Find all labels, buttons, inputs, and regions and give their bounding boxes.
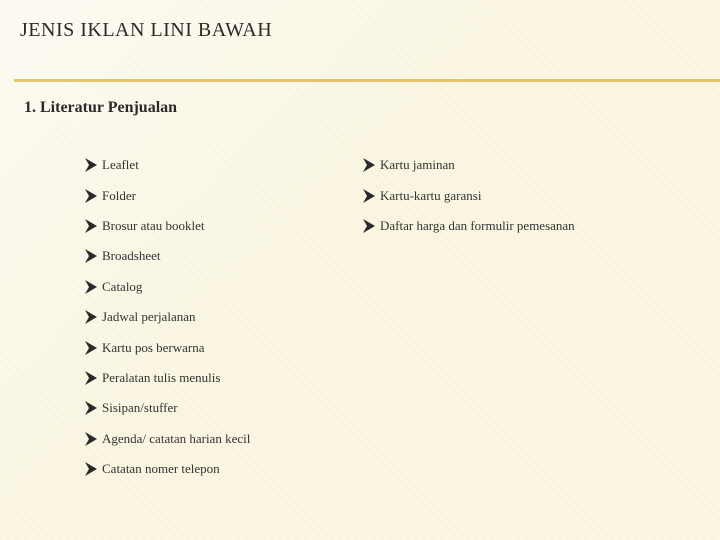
arrow-bullet-icon [84, 309, 98, 325]
list-item-label: Folder [102, 187, 136, 203]
arrow-bullet-icon [84, 218, 98, 234]
list-item-label: Agenda/ catatan harian kecil [102, 430, 251, 446]
list-item-label: Peralatan tulis menulis [102, 369, 221, 385]
list-item [84, 241, 250, 271]
arrow-bullet-icon [84, 400, 98, 416]
list-item-label: Catalog [102, 278, 143, 294]
list-item [84, 424, 250, 454]
arrow-bullet-icon [84, 248, 98, 264]
list-item-label: Kartu jaminan [380, 157, 455, 173]
list-item [84, 454, 250, 484]
list-item [84, 302, 250, 332]
arrow-bullet-icon [84, 188, 98, 204]
list-item [84, 180, 250, 210]
list-item [84, 393, 250, 423]
slide-title: JENIS IKLAN LINI BAWAH [20, 19, 273, 41]
list-item-label: Kartu pos berwarna [102, 339, 205, 355]
list-item [84, 332, 250, 362]
list-item [84, 150, 250, 180]
list-item [362, 211, 575, 241]
arrow-bullet-icon [84, 157, 98, 173]
arrow-bullet-icon [84, 431, 98, 447]
arrow-bullet-icon [362, 218, 376, 234]
list-item [84, 363, 250, 393]
list-item [362, 180, 575, 210]
section-subtitle: 1. Literatur Penjualan [24, 99, 178, 116]
title-divider [14, 79, 720, 82]
list-item-label: Catatan nomer telepon [102, 461, 220, 477]
arrow-bullet-icon [84, 370, 98, 386]
list-item [362, 150, 575, 180]
arrow-bullet-icon [84, 461, 98, 477]
arrow-bullet-icon [84, 279, 98, 295]
list-item-label: Kartu-kartu garansi [380, 187, 482, 203]
arrow-bullet-icon [362, 157, 376, 173]
list-item-label: Broadsheet [102, 248, 161, 264]
bullet-list-right [362, 150, 575, 241]
arrow-bullet-icon [84, 340, 98, 356]
list-item [84, 211, 250, 241]
list-item [84, 272, 250, 302]
list-item-label: Daftar harga dan formulir pemesanan [380, 217, 575, 233]
list-item-label: Sisipan/stuffer [102, 400, 178, 416]
arrow-bullet-icon [362, 188, 376, 204]
list-item-label: Leaflet [102, 157, 139, 173]
bullet-list-left [84, 150, 250, 484]
list-item-label: Jadwal perjalanan [102, 309, 196, 325]
list-item-label: Brosur atau booklet [102, 217, 205, 233]
